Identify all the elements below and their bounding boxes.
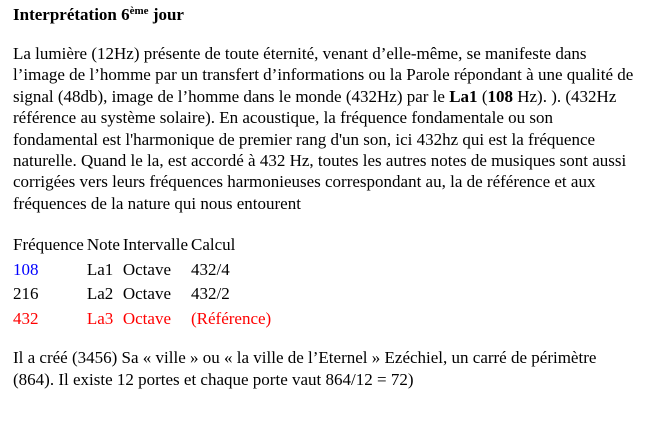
cell-calcul: (Référence) xyxy=(191,308,272,328)
document-heading xyxy=(13,4,639,26)
table-row xyxy=(13,282,274,307)
cell-note: La2 xyxy=(86,284,114,304)
cell-calcul: 432/4 xyxy=(191,259,230,279)
frequency-table xyxy=(13,233,274,331)
para1-part2: ( xyxy=(477,86,488,106)
cell-frequency: 108 xyxy=(13,259,39,279)
header-frequency: Fréquence xyxy=(13,235,84,255)
para1-part1: La lumière (12Hz) présente de toute éternité, venant d’elle-même, se manifeste dans l’image de l’homme par un transfert d’informations ou la Parole répondant à une qualité de signal (48db), image de l’homme dans le monde (432Hz) par le xyxy=(13,44,634,106)
cell-interval: Octave xyxy=(122,308,171,328)
heading-suffix: jour xyxy=(148,5,184,24)
para1-bold-la1: La1 xyxy=(449,86,478,106)
table-row xyxy=(13,258,274,283)
document-page xyxy=(13,4,639,390)
header-note: Note xyxy=(86,235,120,255)
closing-paragraph: Il a créé (3456) Sa « ville » ou « la ville de l’Eternel » Ezéchiel, un carré de périmètre (864). Il existe 12 portes et chaque porte vaut 864/12 = 72) xyxy=(13,348,597,389)
cell-frequency: 432 xyxy=(13,308,39,328)
cell-interval: Octave xyxy=(122,259,171,279)
para1-bold-108: 108 xyxy=(487,86,513,106)
cell-calcul: 432/2 xyxy=(191,284,230,304)
cell-note: La3 xyxy=(86,308,114,328)
header-calcul: Calcul xyxy=(191,235,236,255)
heading-title: Interprétation 6 xyxy=(13,5,130,24)
heading-superscript: ème xyxy=(129,5,149,17)
cell-note: La1 xyxy=(86,259,114,279)
header-interval: Intervalle xyxy=(122,235,188,255)
cell-frequency: 216 xyxy=(13,284,39,304)
table-row-reference xyxy=(13,307,274,332)
table-header-row xyxy=(13,233,274,258)
intro-paragraph xyxy=(13,43,639,214)
cell-interval: Octave xyxy=(122,284,171,304)
para1-part3: Hz). ). (432Hz référence au système solaire). En acoustique, la fréquence fondamentale ou son fondamental est l'harmonique de premier rang d'un son, ici 432hz qui est la fréquence naturelle. Quand le la, est accordé à 432 Hz, toutes les autres notes de musiques sont aussi corrigées vers leurs fréquences harmonieuses correspondant au, la de référence et aux fréquences de la nature qui nous entourent xyxy=(13,86,627,213)
